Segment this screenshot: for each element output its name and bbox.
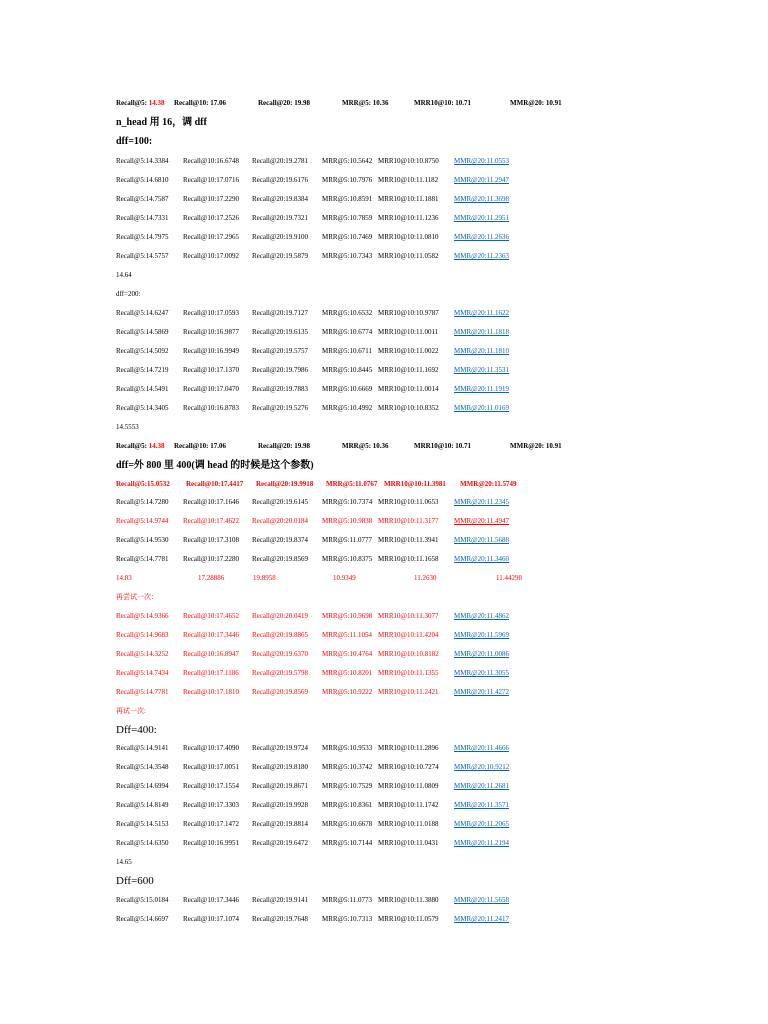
metric-cell: Recall@20:19.8814: [252, 820, 309, 828]
metric-cell: Recall@20:19.5879: [252, 252, 309, 260]
metric-cell: MRR10@10:11.1881: [378, 195, 439, 203]
mmr-link[interactable]: MMR@20:11.5688: [454, 536, 509, 544]
mmr-link[interactable]: MMR@20:11.2345: [454, 498, 509, 506]
summary-cell: Recall@10: 17.06: [174, 99, 227, 107]
metric-cell: Recall@5:14.8149: [116, 801, 169, 809]
metric-cell: Recall@20:19.6370: [252, 650, 309, 658]
summary-label: Recall@5: 14.38: [116, 442, 165, 450]
table-row: [0, 609, 768, 623]
average-cell: 10.9349: [333, 574, 356, 582]
section-heading: [0, 287, 768, 301]
metric-cell: MRR10@10:11.1742: [378, 801, 439, 809]
metric-cell: Recall@20:19.9100: [252, 233, 309, 241]
section-heading: [0, 135, 768, 149]
metric-cell: Recall@5:14.3252: [116, 650, 169, 658]
average-value: 14.64: [116, 271, 132, 279]
metric-cell: Recall@10:16.9877: [183, 328, 240, 336]
table-row: [0, 912, 768, 926]
best-cell: Recall@5:15.0532: [116, 480, 170, 488]
metric-cell: MRR10@10:11.0579: [378, 915, 439, 923]
mmr-link[interactable]: MMR@20:11.2363: [454, 252, 509, 260]
metric-cell: Recall@10:17.1370: [183, 366, 240, 374]
metric-cell: Recall@5:14.7331: [116, 214, 169, 222]
metric-cell: Recall@5:14.5491: [116, 385, 169, 393]
mmr-link[interactable]: MMR@20:11.1810: [454, 347, 509, 355]
metric-cell: MRR10@10:11.1236: [378, 214, 439, 222]
mmr-link[interactable]: MMR@20:11.3571: [454, 801, 509, 809]
metric-cell: MRR10@10:11.3880: [378, 896, 439, 904]
metric-cell: Recall@20:19.5798: [252, 669, 309, 677]
metric-cell: Recall@10:17.1074: [183, 915, 240, 923]
table-row: [0, 798, 768, 812]
mmr-link[interactable]: MMR@20:11.1622: [454, 309, 509, 317]
metric-cell: MRR10@10:11.1355: [378, 669, 439, 677]
summary-row: [0, 439, 768, 453]
metric-cell: MRR@5:10.9533: [322, 744, 373, 752]
metric-cell: MRR10@10:11.1182: [378, 176, 439, 184]
section-heading: dff=外 800 里 400(调 head 的时候是这个参数): [116, 460, 314, 471]
metric-cell: Recall@5:14.7219: [116, 366, 169, 374]
section-heading: 再试一次:: [116, 707, 146, 715]
metric-cell: Recall@5:14.6350: [116, 839, 169, 847]
table-row: [0, 230, 768, 244]
metric-cell: Recall@5:14.5757: [116, 252, 169, 260]
metric-cell: Recall@20:19.7883: [252, 385, 309, 393]
section-heading: [0, 459, 768, 473]
metric-cell: MRR10@10:10.8750: [378, 157, 439, 165]
metric-cell: Recall@5:14.6810: [116, 176, 169, 184]
summary-label: Recall@5: 14.38: [116, 99, 165, 107]
mmr-link[interactable]: MMR@20:11.3698: [454, 195, 509, 203]
table-row: [0, 401, 768, 415]
table-row: [0, 647, 768, 661]
mmr-link[interactable]: MMR@20:11.0169: [454, 404, 509, 412]
average-value: [0, 268, 768, 282]
metric-cell: MRR10@10:11.0014: [378, 385, 439, 393]
mmr-link[interactable]: MMR@20:11.3460: [454, 555, 509, 563]
metric-cell: Recall@5:14.3548: [116, 763, 169, 771]
section-heading: dff=100:: [116, 136, 153, 147]
section-heading: [0, 723, 768, 737]
mmr-link[interactable]: MMR@20:11.4947: [454, 517, 509, 525]
metric-cell: Recall@10:17.1186: [183, 669, 239, 677]
metric-cell: Recall@5:14.3384: [116, 157, 169, 165]
metric-cell: Recall@5:14.9744: [116, 517, 169, 525]
metric-cell: MRR@5:10.8201: [322, 669, 373, 677]
section-heading: dff=200:: [116, 290, 141, 298]
metric-cell: Recall@10:16.6748: [183, 157, 240, 165]
metric-cell: Recall@20:19.8374: [252, 536, 309, 544]
table-row: [0, 154, 768, 168]
metric-cell: MRR@5:10.4992: [322, 404, 373, 412]
metric-cell: Recall@10:17.3108: [183, 536, 240, 544]
metric-cell: MRR10@10:11.0431: [378, 839, 439, 847]
average-value: 14.65: [116, 858, 132, 866]
section-heading: [0, 116, 768, 130]
table-row: [0, 685, 768, 699]
metric-cell: Recall@20:19.7986: [252, 366, 309, 374]
metric-cell: Recall@5:14.9683: [116, 631, 169, 639]
table-row: [0, 363, 768, 377]
metric-cell: Recall@10:17.0470: [183, 385, 240, 393]
metric-cell: MRR@5:11.0777: [322, 536, 372, 544]
metric-cell: MRR@5:10.9222: [322, 688, 373, 696]
metric-cell: Recall@20:19.8865: [252, 631, 309, 639]
metric-cell: MRR10@10:11.2421: [378, 688, 439, 696]
table-row: [0, 344, 768, 358]
metric-cell: Recall@5:14.9366: [116, 612, 169, 620]
metric-cell: Recall@10:17.0716: [183, 176, 240, 184]
summary-cell: MMR@20: 10.91: [510, 442, 562, 450]
mmr-link[interactable]: MMR@20:11.2681: [454, 782, 509, 790]
table-row: [0, 495, 768, 509]
metric-cell: MRR@5:10.5642: [322, 157, 373, 165]
metric-cell: MRR@5:10.7976: [322, 176, 373, 184]
summary-highlight: 14.38: [148, 442, 165, 450]
table-row: [0, 173, 768, 187]
table-row: [0, 893, 768, 907]
metric-cell: MRR10@10:11.0582: [378, 252, 439, 260]
metric-cell: MRR10@10:10.9787: [378, 309, 439, 317]
section-heading: [0, 590, 768, 604]
average-cell: 17.28886: [198, 574, 225, 582]
metric-cell: Recall@5:14.7434: [116, 669, 169, 677]
metric-cell: MRR@5:10.8445: [322, 366, 373, 374]
metric-cell: Recall@10:17.1472: [183, 820, 240, 828]
table-row: [0, 552, 768, 566]
mmr-link[interactable]: MMR@20:11.1919: [454, 385, 509, 393]
table-row: [0, 514, 768, 528]
metric-cell: Recall@10:17.4090: [183, 744, 240, 752]
average-cell: 11.44298: [496, 574, 522, 582]
metric-cell: Recall@20:19.6472: [252, 839, 309, 847]
mmr-link[interactable]: MMR@20:11.4862: [454, 612, 509, 620]
metric-cell: MRR10@10:11.4204: [378, 631, 439, 639]
metric-cell: MRR10@10:11.0653: [378, 498, 439, 506]
metric-cell: Recall@5:14.6697: [116, 915, 169, 923]
metric-cell: Recall@5:14.9530: [116, 536, 169, 544]
mmr-link[interactable]: MMR@20:11.2194: [454, 839, 509, 847]
mmr-link[interactable]: MMR@20:11.5658: [454, 896, 509, 904]
metric-cell: Recall@10:16.8783: [183, 404, 240, 412]
metric-cell: MRR10@10:10.8352: [378, 404, 439, 412]
mmr-link[interactable]: MMR@20:11.2951: [454, 214, 509, 222]
summary-cell: MMR@20: 10.91: [510, 99, 562, 107]
metric-cell: MRR10@10:10.7274: [378, 763, 439, 771]
metric-cell: Recall@10:17.2280: [183, 555, 240, 563]
table-row: [0, 628, 768, 642]
table-row: [0, 836, 768, 850]
best-cell: Recall@10:17.4417: [186, 480, 244, 488]
metric-cell: Recall@10:16.8947: [183, 650, 240, 658]
metric-cell: Recall@20:19.6135: [252, 328, 309, 336]
metric-cell: Recall@20:19.9141: [252, 896, 309, 904]
mmr-link[interactable]: MMR@20:11.3055: [454, 669, 509, 677]
summary-cell: Recall@20: 19.98: [258, 99, 311, 107]
metric-cell: Recall@20:19.7127: [252, 309, 309, 317]
metric-cell: Recall@10:17.2965: [183, 233, 240, 241]
table-row: [0, 211, 768, 225]
metric-cell: MRR@5:10.3742: [322, 763, 373, 771]
metric-cell: Recall@20:19.8180: [252, 763, 309, 771]
metric-cell: Recall@20:19.7321: [252, 214, 309, 222]
section-heading: [0, 874, 768, 888]
metric-cell: Recall@10:17.1554: [183, 782, 240, 790]
mmr-link[interactable]: MMR@20:11.2417: [454, 915, 509, 923]
metric-cell: MRR@5:10.7343: [322, 252, 373, 260]
metric-cell: MRR10@10:11.0809: [378, 782, 439, 790]
metric-cell: Recall@20:19.7648: [252, 915, 309, 923]
metric-cell: MRR@5:10.9838: [322, 517, 373, 525]
summary-cell: MRR10@10: 10.71: [414, 99, 472, 107]
metric-cell: MRR@5:10.7313: [322, 915, 373, 923]
metric-cell: Recall@5:14.6994: [116, 782, 169, 790]
metric-cell: Recall@5:14.7280: [116, 498, 169, 506]
summary-cell: MRR@5: 10.36: [342, 99, 389, 107]
mmr-link[interactable]: MMR@20:11.3531: [454, 366, 509, 374]
table-row: [0, 533, 768, 547]
metric-cell: Recall@20:20.0419: [252, 612, 309, 620]
metric-cell: Recall@20:20.0184: [252, 517, 309, 525]
metric-cell: MRR@5:10.7144: [322, 839, 373, 847]
metric-cell: MRR@5:11.0773: [322, 896, 372, 904]
table-row: [0, 382, 768, 396]
metric-cell: Recall@20:19.8671: [252, 782, 309, 790]
summary-cell: MRR10@10: 10.71: [414, 442, 472, 450]
metric-cell: Recall@20:19.6176: [252, 176, 309, 184]
metric-cell: MRR10@10:11.0188: [378, 820, 439, 828]
table-row: [0, 817, 768, 831]
mmr-link[interactable]: MMR@20:11.0086: [454, 650, 509, 658]
metric-cell: MRR@5:10.8361: [322, 801, 373, 809]
mmr-link[interactable]: MMR@20:11.4272: [454, 688, 509, 696]
metric-cell: MRR@5:10.9698: [322, 612, 373, 620]
metric-cell: Recall@5:14.7975: [116, 233, 169, 241]
summary-highlight: 14.38: [148, 99, 165, 107]
best-cell: MRR10@10:11.3981: [384, 480, 446, 488]
metric-cell: MRR10@10:11.3941: [378, 536, 439, 544]
metric-cell: MRR@5:10.7469: [322, 233, 373, 241]
metric-cell: Recall@10:17.0051: [183, 763, 240, 771]
section-heading: Dff=400:: [116, 724, 157, 736]
average-value: [0, 420, 768, 434]
metric-cell: MRR@5:10.6669: [322, 385, 373, 393]
best-cell: MRR@5:11.0767: [326, 480, 378, 488]
best-cell: MMR@20:11.5749: [460, 480, 517, 488]
mmr-link[interactable]: MMR@20:11.1818: [454, 328, 509, 336]
table-row: [0, 325, 768, 339]
mmr-link[interactable]: MMR@20:11.2065: [454, 820, 509, 828]
metric-cell: Recall@5:14.9141: [116, 744, 169, 752]
metric-cell: Recall@10:17.0593: [183, 309, 240, 317]
average-cell: 19.8958: [253, 574, 276, 582]
table-row: [0, 666, 768, 680]
summary-cell: Recall@10: 17.06: [174, 442, 227, 450]
section-heading: n_head 用 16，调 dff: [116, 117, 207, 128]
metric-cell: MRR10@10:10.8182: [378, 650, 439, 658]
table-row: [0, 760, 768, 774]
average-cell: 14.83: [116, 574, 132, 582]
metric-cell: Recall@5:14.5092: [116, 347, 169, 355]
metric-cell: Recall@20:19.2781: [252, 157, 309, 165]
mmr-link[interactable]: MMR@20:10.9212: [454, 763, 510, 771]
metric-cell: Recall@20:19.5276: [252, 404, 309, 412]
metric-cell: Recall@10:16.9949: [183, 347, 240, 355]
metric-cell: Recall@20:19.9724: [252, 744, 309, 752]
metric-cell: MRR@5:10.6711: [322, 347, 372, 355]
metric-cell: MRR@5:10.4764: [322, 650, 373, 658]
metric-cell: Recall@10:17.4652: [183, 612, 240, 620]
average-value: 14.5553: [116, 423, 139, 431]
section-heading: 再尝试一次：: [116, 593, 158, 601]
metric-cell: MRR@5:10.6678: [322, 820, 373, 828]
table-row: [0, 306, 768, 320]
metric-cell: MRR@5:10.8591: [322, 195, 373, 203]
metric-cell: MRR@5:10.7529: [322, 782, 373, 790]
metric-cell: Recall@10:16.9951: [183, 839, 240, 847]
metric-cell: Recall@10:17.1646: [183, 498, 240, 506]
mmr-link[interactable]: MMR@20:11.0553: [454, 157, 509, 165]
best-cell: Recall@20:19.9918: [256, 480, 314, 488]
mmr-link[interactable]: MMR@20:11.5969: [454, 631, 509, 639]
table-row: [0, 249, 768, 263]
metric-cell: Recall@20:19.5757: [252, 347, 309, 355]
metric-cell: Recall@10:17.1810: [183, 688, 240, 696]
average-value: [0, 855, 768, 869]
table-row: [0, 741, 768, 755]
summary-cell: Recall@20: 19.98: [258, 442, 311, 450]
metric-cell: Recall@5:14.3405: [116, 404, 169, 412]
metric-cell: MRR10@10:11.0011: [378, 328, 439, 336]
metric-cell: Recall@5:14.7587: [116, 195, 169, 203]
metric-cell: Recall@5:14.5153: [116, 820, 169, 828]
metric-cell: MRR10@10:11.0022: [378, 347, 439, 355]
metric-cell: Recall@10:17.0092: [183, 252, 240, 260]
metric-cell: Recall@20:19.8569: [252, 555, 309, 563]
summary-cell: MRR@5: 10.36: [342, 442, 389, 450]
metric-cell: MRR10@10:11.2896: [378, 744, 439, 752]
section-heading: [0, 704, 768, 718]
metric-cell: Recall@10:17.4622: [183, 517, 240, 525]
mmr-link[interactable]: MMR@20:11.2947: [454, 176, 509, 184]
metric-cell: Recall@20:19.9928: [252, 801, 309, 809]
mmr-link[interactable]: MMR@20:11.2636: [454, 233, 509, 241]
metric-cell: Recall@10:17.2290: [183, 195, 240, 203]
metric-cell: Recall@5:14.5869: [116, 328, 169, 336]
average-row: [0, 571, 768, 585]
metric-cell: MRR@5:10.7859: [322, 214, 373, 222]
metric-cell: MRR10@10:11.0810: [378, 233, 439, 241]
metric-cell: Recall@10:17.2526: [183, 214, 240, 222]
mmr-link[interactable]: MMR@20:11.4666: [454, 744, 509, 752]
metric-cell: Recall@5:15.0184: [116, 896, 169, 904]
metric-cell: Recall@10:17.3446: [183, 896, 240, 904]
metric-cell: MRR10@10:11.1692: [378, 366, 439, 374]
summary-row: [0, 96, 768, 110]
metric-cell: MRR10@10:11.3177: [378, 517, 439, 525]
metric-cell: Recall@20:19.6145: [252, 498, 309, 506]
metric-cell: Recall@20:19.8384: [252, 195, 309, 203]
metric-cell: MRR10@10:11.1658: [378, 555, 439, 563]
metric-cell: Recall@5:14.6247: [116, 309, 169, 317]
metric-cell: MRR@5:10.6774: [322, 328, 373, 336]
section-heading: Dff=600: [116, 875, 154, 887]
best-row: [0, 477, 768, 491]
metric-cell: Recall@10:17.3303: [183, 801, 240, 809]
metric-cell: Recall@5:14.7781: [116, 555, 169, 563]
metric-cell: MRR10@10:11.3077: [378, 612, 439, 620]
metric-cell: MRR@5:10.8375: [322, 555, 373, 563]
metric-cell: MRR@5:10.7374: [322, 498, 373, 506]
table-row: [0, 779, 768, 793]
metric-cell: MRR@5:10.6532: [322, 309, 373, 317]
metric-cell: Recall@10:17.3446: [183, 631, 240, 639]
metric-cell: Recall@20:19.8569: [252, 688, 309, 696]
metric-cell: Recall@5:14.7781: [116, 688, 169, 696]
average-cell: 11.2630: [414, 574, 437, 582]
metric-cell: MRR@5:11.1054: [322, 631, 372, 639]
table-row: [0, 192, 768, 206]
